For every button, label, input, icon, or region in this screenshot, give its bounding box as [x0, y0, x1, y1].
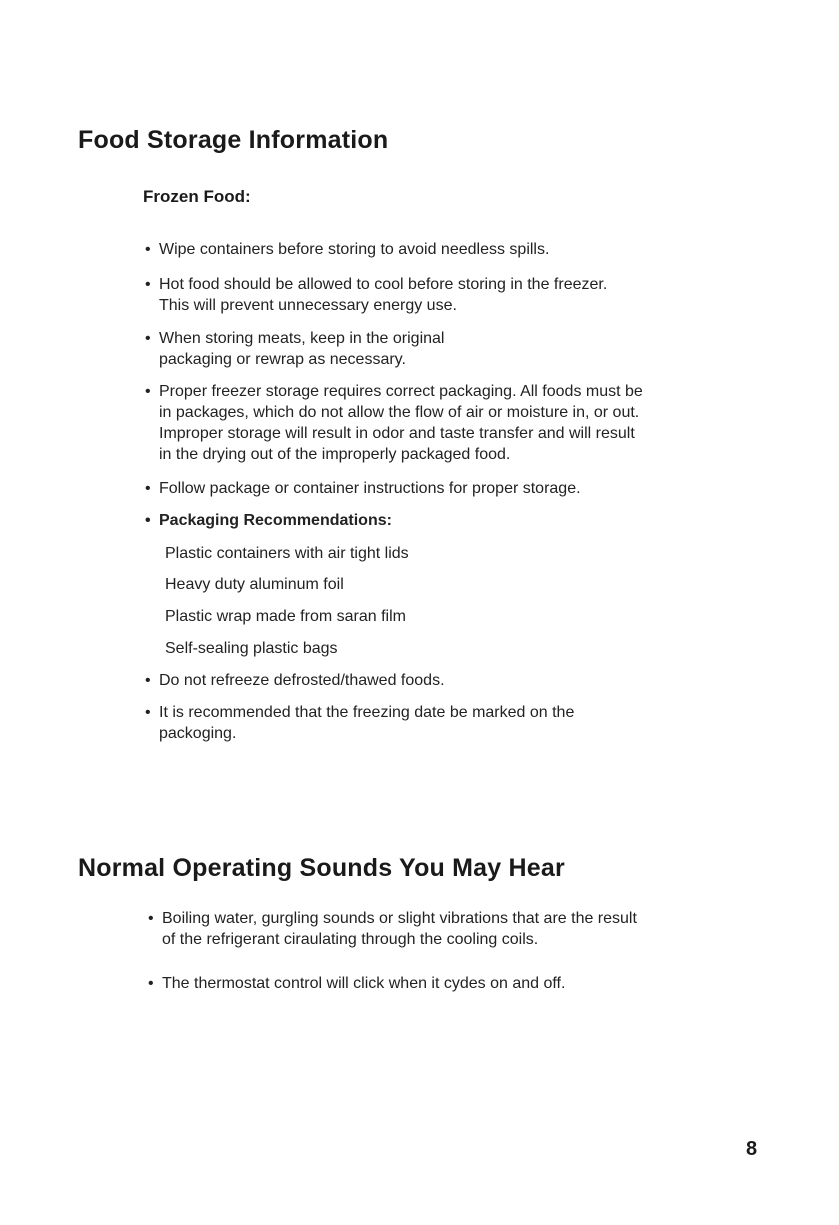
bullet-dot: •	[145, 672, 151, 689]
bullet-dot: •	[148, 910, 154, 927]
bullet-proper-storage: • Proper freezer storage requires correct packaging. All foods must be in packages, which do not allow the flow of air or moisture in, or out. Improper storage will result in odor and taste transfer and will result in the drying out of the improperly packaged food.	[145, 383, 643, 463]
bullet-dot: •	[145, 330, 151, 347]
bullet-dot: •	[148, 975, 154, 992]
recommendation-item: Plastic containers with air tight lids	[165, 545, 409, 562]
section-title-operating-sounds: Normal Operating Sounds You May Hear	[78, 854, 565, 882]
recommendation-item: Heavy duty aluminum foil	[165, 576, 344, 593]
recommendation-item: Self-sealing plastic bags	[165, 640, 338, 657]
bullet-dot: •	[145, 276, 151, 293]
bullet-dot: •	[145, 241, 151, 258]
bullet-dot: •	[145, 704, 151, 721]
bullet-storing-meats: • When storing meats, keep in the original packaging or rewrap as necessary.	[145, 330, 445, 368]
bullet-dot: •	[145, 383, 151, 400]
subsection-title-frozen-food: Frozen Food:	[143, 187, 251, 206]
bullet-dot: •	[145, 480, 151, 497]
bullet-freezing-date: • It is recommended that the freezing date be marked on the packoging.	[145, 704, 575, 742]
bullet-packaging-recommendations: • Packaging Recommendations:	[145, 512, 392, 529]
bullet-hot-food: • Hot food should be allowed to cool before storing in the freezer. This will prevent unnecessary energy use.	[145, 276, 608, 314]
bullet-follow-instructions: • Follow package or container instructions for proper storage.	[145, 480, 581, 497]
bullet-wipe-containers: • Wipe containers before storing to avoid needless spills.	[145, 241, 550, 258]
bullet-boiling-water: • Boiling water, gurgling sounds or slight vibrations that are the result of the refrigerant ciraulating through the cooling coils.	[148, 910, 637, 948]
bullet-thermostat-click: • The thermostat control will click when it cydes on and off.	[148, 975, 566, 992]
bullet-do-not-refreeze: • Do not refreeze defrosted/thawed foods.	[145, 672, 445, 689]
recommendation-item: Plastic wrap made from saran film	[165, 608, 406, 625]
section-title-food-storage: Food Storage Information	[78, 126, 389, 154]
page-number: 8	[746, 1138, 758, 1160]
bullet-dot: •	[145, 512, 151, 529]
